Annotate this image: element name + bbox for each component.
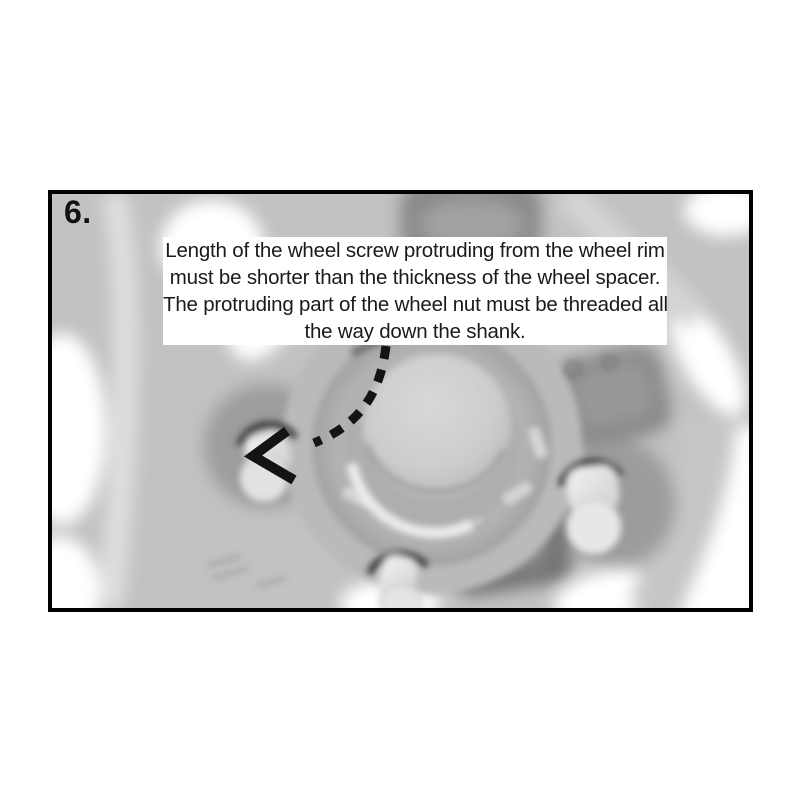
caption-line-3: The protruding part of the wheel nut must be threaded all	[163, 293, 668, 316]
caption-line-4: the way down the shank.	[304, 320, 526, 343]
caption-line-2: must be shorter than the thickness of the wheel spacer.	[169, 266, 661, 289]
instruction-step-frame	[48, 190, 753, 612]
caption-box	[163, 237, 667, 345]
caption-line-1: Length of the wheel screw protruding from the wheel rim	[165, 239, 665, 262]
step-number: 6.	[64, 194, 92, 230]
